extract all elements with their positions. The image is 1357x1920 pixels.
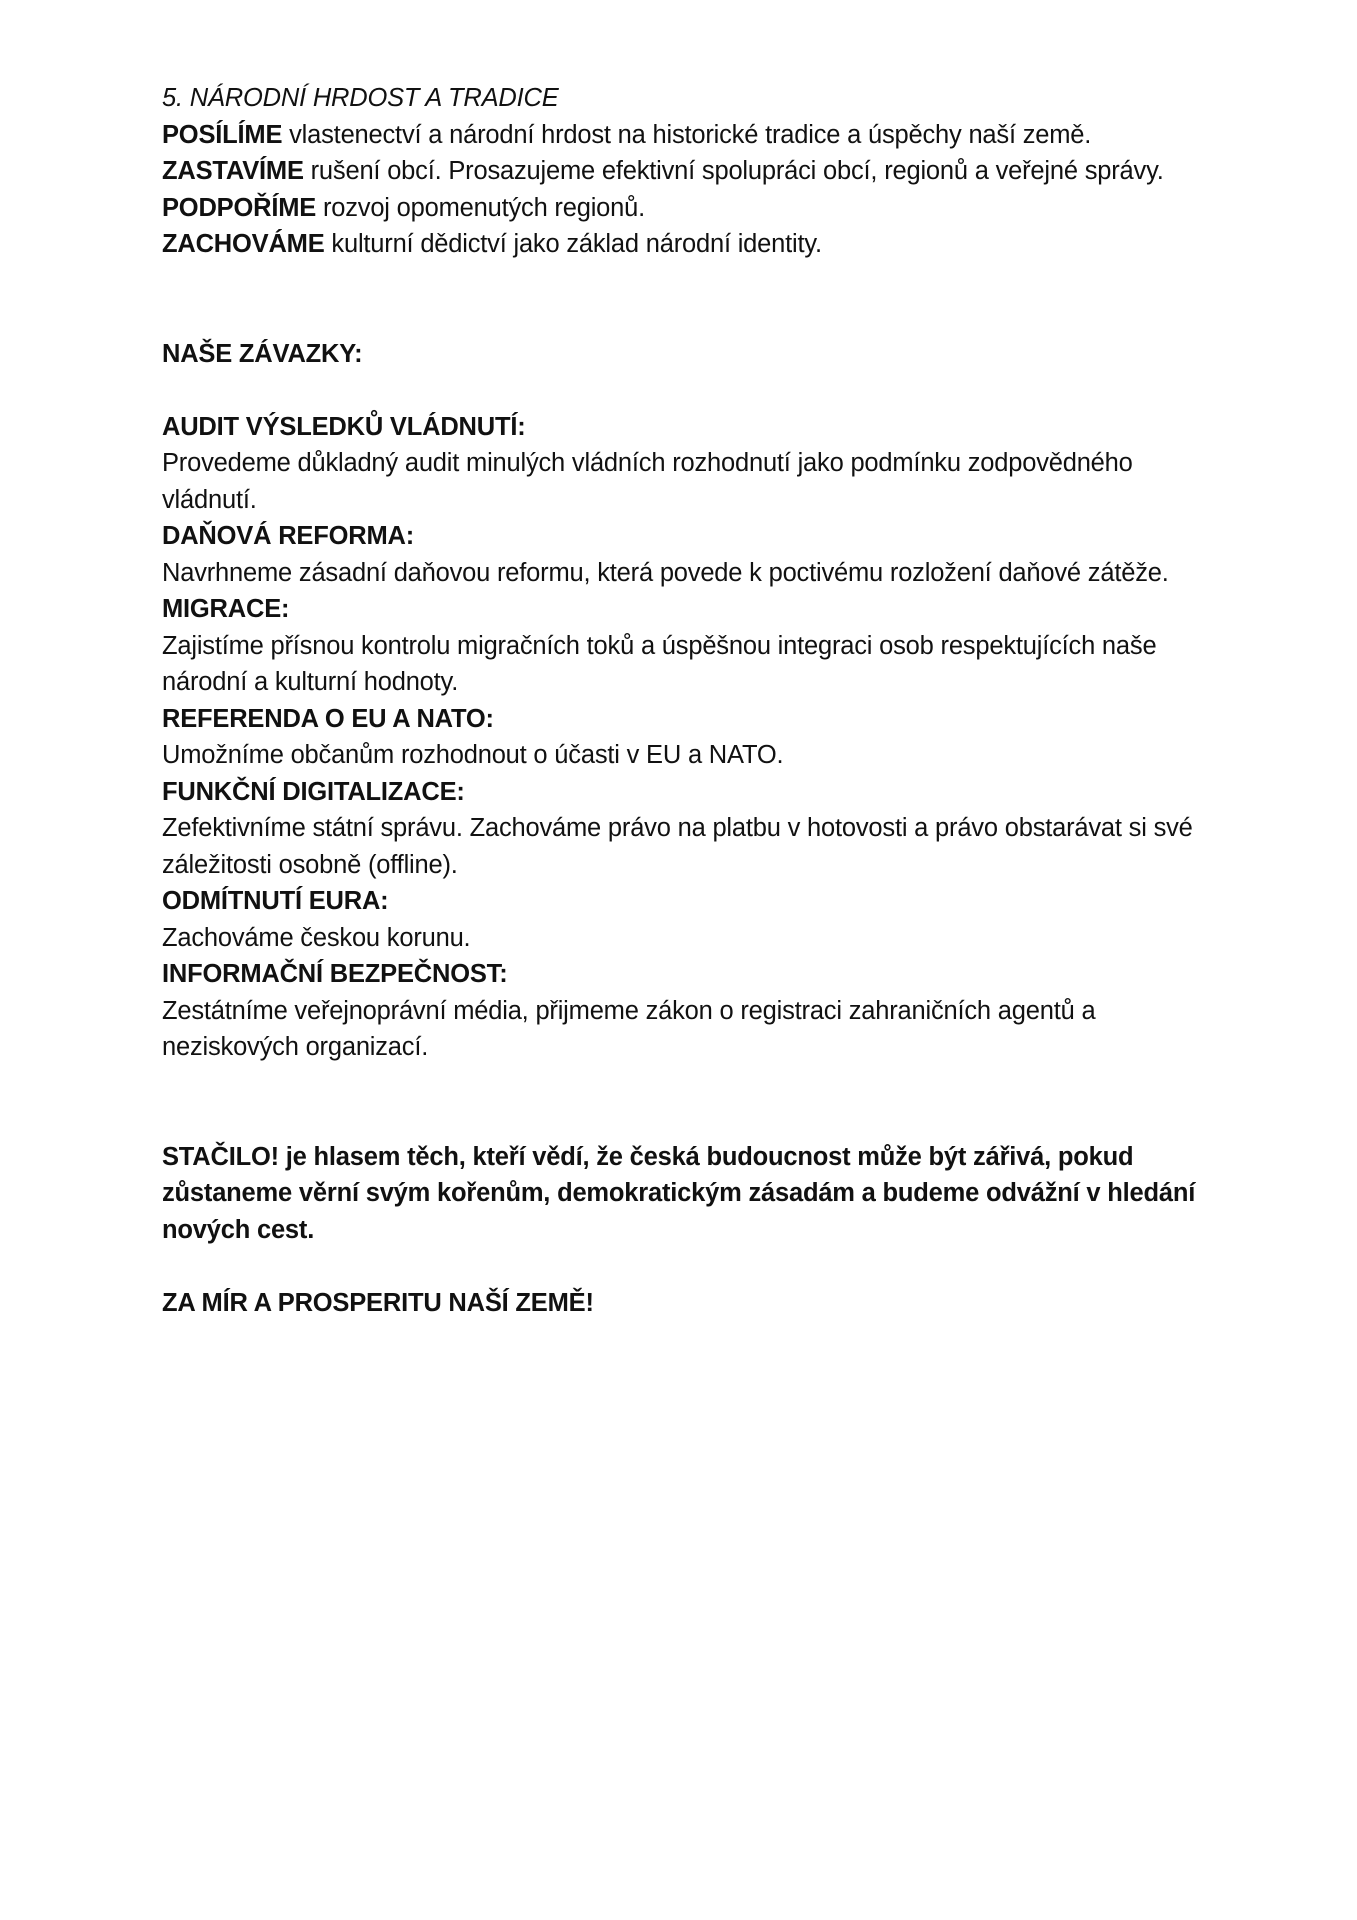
paragraph-text-2: rozvoj opomenutých regionů. <box>316 193 645 222</box>
commitment-text-euro: Zachováme českou korunu. <box>162 923 471 952</box>
paragraph-strengthen <box>162 117 1212 154</box>
spacer <box>162 372 1212 409</box>
commitment-title-tax-reform: DAŇOVÁ REFORMA: <box>162 522 414 550</box>
paragraph-preserve <box>162 226 1212 263</box>
closing-statement: STAČILO! je hlasem těch, kteří vědí, že česká budoucnost může být zářivá, pokud zůstaneme věrní svým kořenům, demokratickým zásadám a budeme odvážní v hledání nových cest. <box>162 1142 1196 1244</box>
commitment-title-referenda: REFERENDA O EU A NATO: <box>162 704 494 733</box>
commitment-text-audit: Provedeme důkladný audit minulých vládních rozhodnutí jako podmínku zodpovědného vládnutí. <box>162 449 1133 514</box>
commitment-text-migration: Zajistíme přísnou kontrolu migračních toků a úspěšnou integraci osob respektujících naše národní a kulturní hodnoty. <box>162 631 1157 696</box>
paragraph-lead: ZACHOVÁME <box>162 230 325 258</box>
commitment-title-migration: MIGRACE: <box>162 595 290 623</box>
spacer <box>162 263 1212 336</box>
closing-slogan: ZA MÍR A PROSPERITU NAŠÍ ZEMĚ! <box>162 1288 594 1317</box>
paragraph-lead: ZASTAVÍME <box>162 157 304 185</box>
paragraph-lead: POSÍLÍME <box>162 120 283 149</box>
commitments-list <box>162 409 1212 1066</box>
paragraph-stop <box>162 153 1212 226</box>
section-title: 5. NÁRODNÍ HRDOST A TRADICE <box>162 84 559 112</box>
paragraph-text: kulturní dědictví jako základ národní identity. <box>324 230 822 258</box>
document-page <box>162 80 1212 1321</box>
commitment-text-info-security: Zestátníme veřejnoprávní média, přijmeme zákon o registraci zahraničních agentů a neziskových organizací. <box>162 996 1096 1061</box>
spacer <box>162 1066 1212 1139</box>
commitment-title-digitalization: FUNKČNÍ DIGITALIZACE: <box>162 777 465 806</box>
commitment-text-tax-reform: Navrhneme zásadní daňovou reformu, která povede k poctivému rozložení daňové zátěže. <box>162 558 1169 587</box>
commitments-heading: NAŠE ZÁVAZKY: <box>162 339 363 368</box>
commitment-title-info-security: INFORMAČNÍ BEZPEČNOST: <box>162 960 508 988</box>
commitment-title-euro: ODMÍTNUTÍ EURA: <box>162 887 389 915</box>
paragraph-lead-2: PODPOŘÍME <box>162 193 317 222</box>
commitment-text-digitalization: Zefektivníme státní správu. Zachováme právo na platbu v hotovosti a právo obstarávat si své záležitosti osobně (offline). <box>162 814 1193 879</box>
commitment-title-audit: AUDIT VÝSLEDKŮ VLÁDNUTÍ: <box>162 412 526 441</box>
paragraph-text: rušení obcí. Prosazujeme efektivní spolupráci obcí, regionů a veřejné správy. <box>303 157 1164 185</box>
paragraph-text: vlastenectví a národní hrdost na historické tradice a úspěchy naší země. <box>282 120 1092 149</box>
commitment-text-referenda: Umožníme občanům rozhodnout o účasti v EU a NATO. <box>162 741 784 769</box>
spacer <box>162 1248 1212 1285</box>
